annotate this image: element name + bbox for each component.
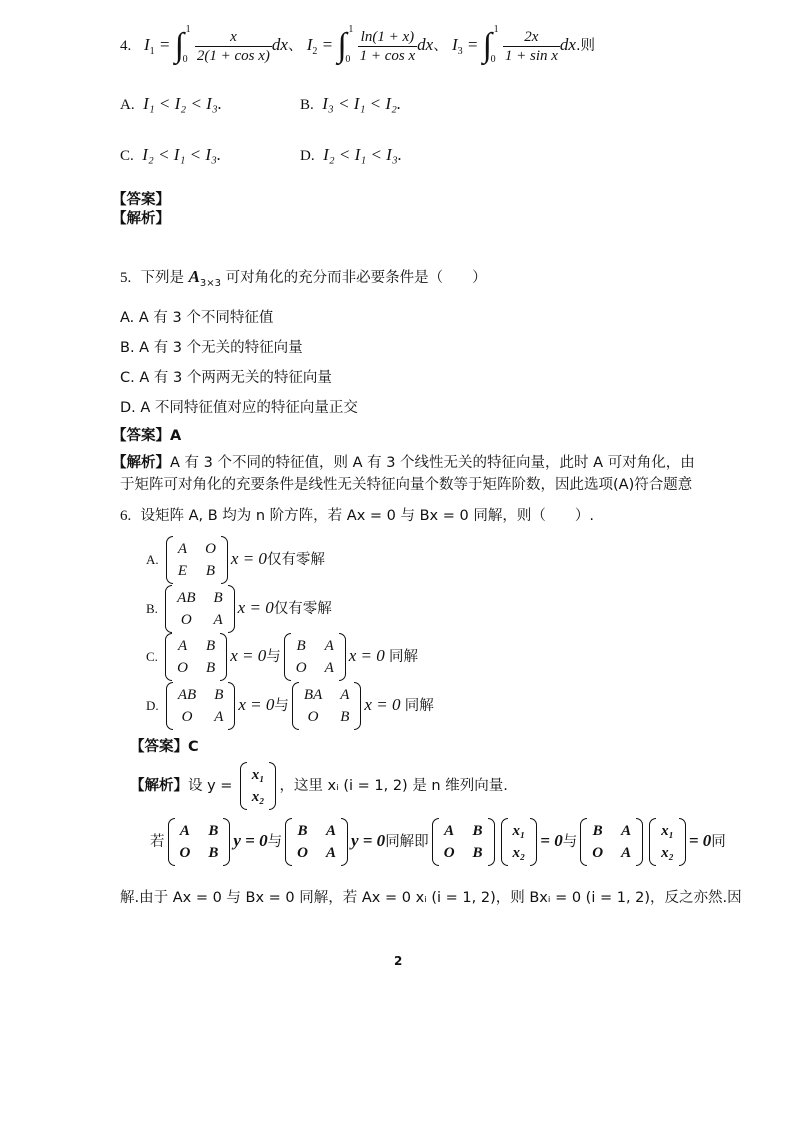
q4-option-c: C. I₂ < I₁ < I₃. [120, 145, 222, 164]
vector: x₁ x₂ [501, 818, 538, 866]
q4-stem: 4. $I_1$ = ∫ 1 0 $\frac{x}{\text{2(1 + cos x)}}$ dx、 $I_2$ = ∫ 1 0 $\frac{\ln(1 + x)}{\text{1 + cos x}}$ dx、 $I_3$ = ∫ 1 0 $\frac{2x}{\text{1 + sin x}}$ dx.则 [120, 24, 596, 65]
q5-answer: 【答案】A [112, 428, 182, 444]
matrix: A B O B [432, 818, 495, 866]
q4-answer-label: 【答案】 [112, 192, 170, 208]
q4-fraction-1: $\frac{x}{\text{2(1 + cos x)}}$ [196, 28, 270, 64]
q4-fraction-3: $\frac{2x}{\text{1 + sin x}}$ [504, 28, 558, 64]
matrix: AB B O A [165, 585, 235, 633]
q6-analysis-line3: 解.由于 Ax = 0 与 Bx = 0 同解，若 Ax = 0 xᵢ (i = 1, 2)，则 Bxᵢ = 0 (i = 1, 2)，反之亦然.因 [120, 890, 742, 906]
matrix: A O E B [166, 536, 228, 584]
integral-sign: ∫ 1 0 [482, 24, 499, 65]
q4-number: 4. [120, 37, 132, 54]
q4-option-a: A. I₁ < I₂ < I₃. [120, 94, 223, 113]
q5-stem: 5. 下列是 $A_{3\times 3}$ 可对角化的充分而非必要条件是（ ） [120, 267, 487, 289]
q6-analysis-line1: 【解析】设 y = x₁ x₂ ，这里 xᵢ (i = 1, 2) 是 n 维列向量. [130, 762, 508, 810]
q4-analysis-label: 【解析】 [112, 211, 170, 227]
integral-sign: ∫ 1 0 [174, 24, 191, 65]
matrix: B A O A [285, 818, 348, 866]
q5-option-c: C. A 有 3 个两两无关的特征向量 [120, 370, 332, 386]
q6-option-a: A. A O E B x = 0仅有零解 [146, 536, 325, 584]
q6-stem: 6. 设矩阵 A, B 均为 n 阶方阵，若 Ax = 0 与 Bx = 0 同解，则（ ）. [120, 508, 594, 524]
page-number: 2 [394, 954, 403, 968]
matrix: A B O B [165, 633, 227, 681]
q5-option-b: B. A 有 3 个无关的特征向量 [120, 340, 303, 356]
q5-analysis-line2: 于矩阵可对角化的充要条件是线性无关特征向量个数等于矩阵阶数，因此选项(A)符合题意 [120, 477, 693, 493]
q5-option-a: A. A 有 3 个不同特征值 [120, 310, 274, 326]
integral-sign: ∫ 1 0 [337, 24, 354, 65]
q6-option-b: B. AB B O A x = 0仅有零解 [146, 585, 332, 633]
q6-option-c: C. A B O B x = 0与 B A O A x = 0 同解 [146, 633, 418, 681]
q6-analysis-line2: 若 A B O B y = 0与 B A O A y = 0同解即 A B O B x₁ x₂ = 0与 B A O A x₁ x₂ = 0同 [150, 818, 726, 866]
q6-answer: 【答案】C [130, 739, 199, 755]
q5-option-d: D. A 不同特征值对应的特征向量正交 [120, 400, 358, 416]
matrix: B A O A [580, 818, 643, 866]
q5-analysis-line1: 【解析】A 有 3 个不同的特征值，则 A 有 3 个线性无关的特征向量，此时 A 可对角化，由 [112, 455, 695, 471]
q6-option-d: D. AB B O A x = 0与 BA A O B x = 0 同解 [146, 682, 434, 730]
q4-option-d: D. I₂ < I₁ < I₃. [300, 145, 403, 164]
matrix: AB B O A [166, 682, 236, 730]
vector: x₁ x₂ [649, 818, 686, 866]
q4-fraction-2: $\frac{\ln(1 + x)}{\text{1 + cos x}}$ [359, 28, 416, 64]
matrix: BA A O B [292, 682, 362, 730]
vector-y: x₁ x₂ [240, 762, 277, 810]
q4-option-b: B. I₃ < I₁ < I₂. [300, 94, 402, 113]
matrix: A B O B [168, 818, 231, 866]
matrix: B A O A [284, 633, 346, 681]
